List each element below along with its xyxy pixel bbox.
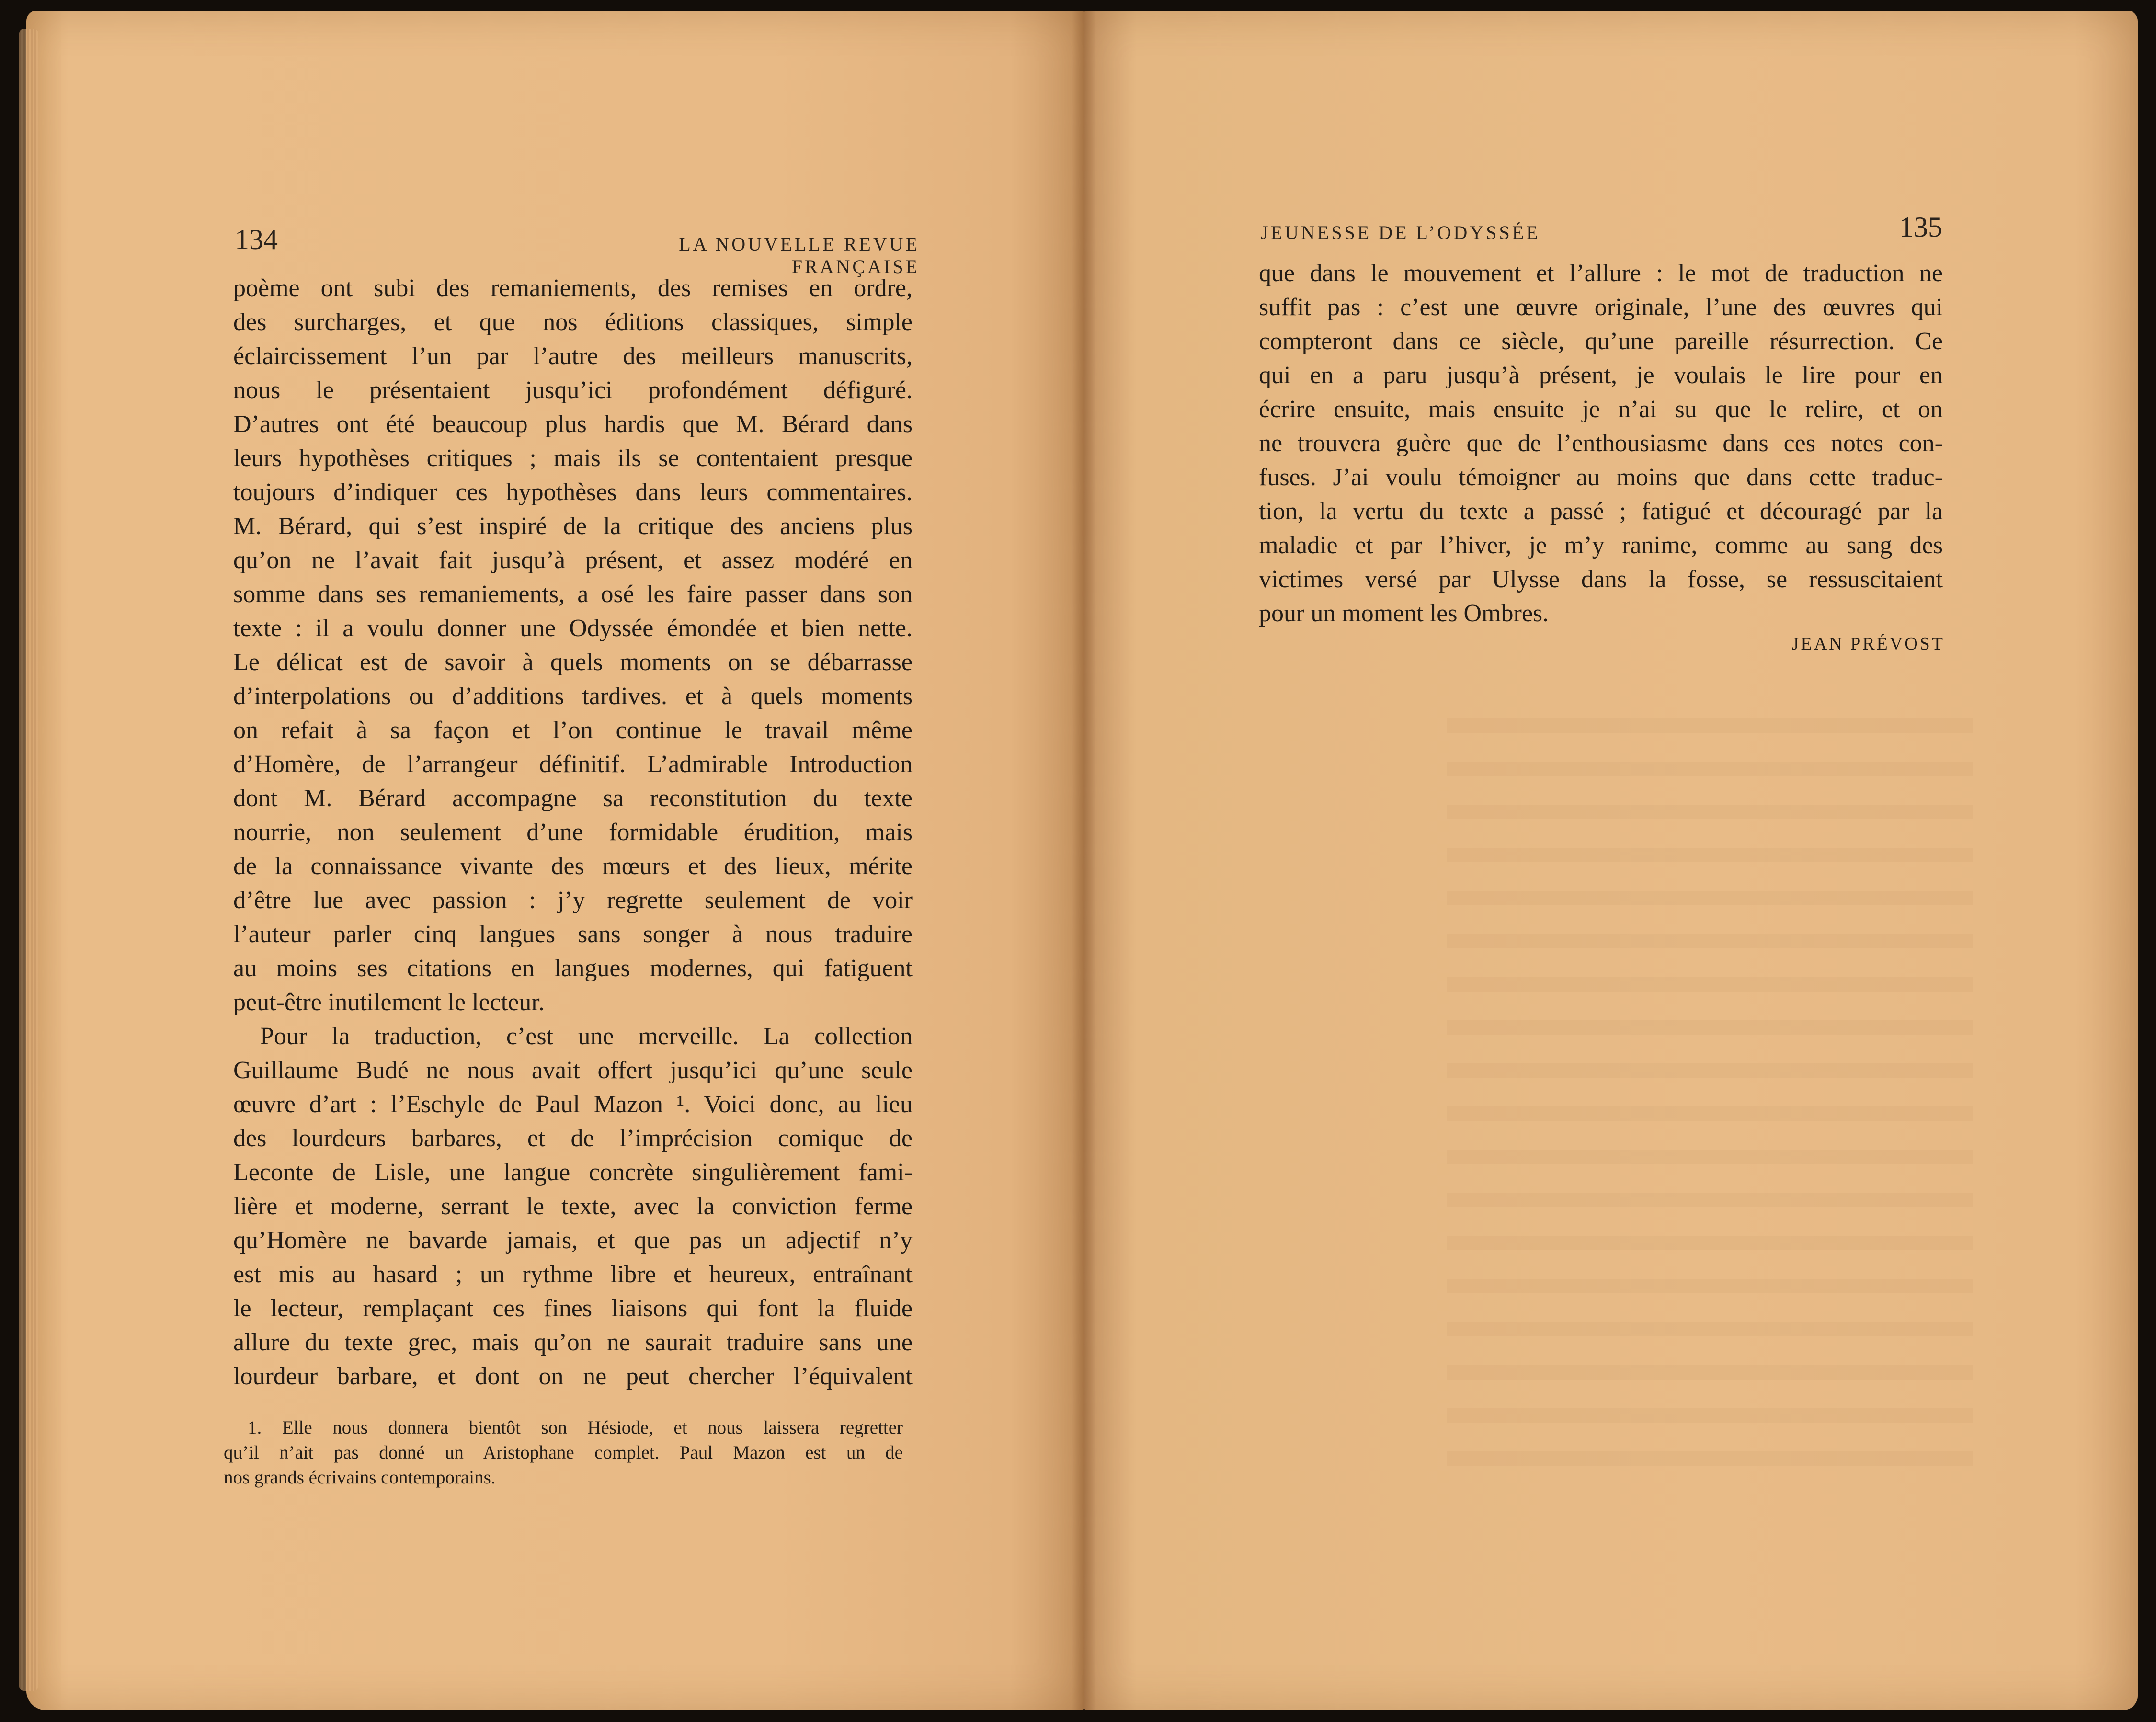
- text-line: Leconte de Lisle, une langue concrète singulièrement fami-: [233, 1159, 913, 1186]
- text-line: nourrie, non seulement d’une formidable érudition, mais: [233, 819, 913, 846]
- text-line: lourdeur barbare, et dont on ne peut chercher l’équivalent: [233, 1363, 913, 1390]
- text-line: le lecteur, remplaçant ces fines liaisons qui font la fluide: [233, 1295, 913, 1322]
- text-line: fuses. J’ai voulu témoigner au moins que dans cette traduc-: [1259, 464, 1943, 491]
- show-through-shadow: [1447, 718, 1973, 1485]
- text-line: peut-être inutilement le lecteur.: [233, 989, 545, 1016]
- footnote-line: qu’il n’ait pas donné un Aristophane complet. Paul Mazon est un de: [224, 1442, 903, 1463]
- text-line: qui en a paru jusqu’à présent, je voulais le lire pour en: [1259, 362, 1943, 389]
- text-line: toujours d’indiquer ces hypothèses dans leurs commentaires.: [233, 479, 913, 506]
- text-line: d’interpolations ou d’additions tardives. et à quels moments: [233, 683, 913, 710]
- text-line: ne trouvera guère que de l’enthousiasme dans ces notes con-: [1259, 430, 1943, 457]
- right-body-text: [1259, 256, 1943, 630]
- author-signature: JEAN PRÉVOST: [1791, 634, 1945, 654]
- page-edges: [19, 29, 38, 1691]
- text-line: texte : il a voulu donner une Odyssée émondée et bien nette.: [233, 615, 913, 642]
- text-line: qu’Homère ne bavarde jamais, et que pas un adjectif n’y: [233, 1227, 913, 1254]
- text-line: D’autres ont été beaucoup plus hardis que M. Bérard dans: [233, 411, 913, 438]
- text-line: pour un moment les Ombres.: [1259, 600, 1549, 627]
- text-line: Pour la traduction, c’est une merveille. La collection: [260, 1023, 913, 1050]
- book-gutter: [1072, 11, 1096, 1710]
- text-line: suffit pas : c’est une œuvre originale, l’une des œuvres qui: [1259, 294, 1943, 321]
- text-line: œuvre d’art : l’Eschyle de Paul Mazon ¹. Voici donc, au lieu: [233, 1091, 913, 1118]
- text-line: Guillaume Budé ne nous avait offert jusqu’ici qu’une seule: [233, 1057, 913, 1084]
- text-line: Le délicat est de savoir à quels moments on se débarrasse: [233, 649, 913, 676]
- page-number-left: 134: [235, 224, 278, 255]
- text-line: maladie et par l’hiver, je m’y ranime, comme au sang des: [1259, 532, 1943, 559]
- running-head-left: LA NOUVELLE REVUE FRANÇAISE: [679, 233, 920, 277]
- text-line: dont M. Bérard accompagne sa reconstitution du texte: [233, 785, 913, 812]
- text-line: poème ont subi des remaniements, des remises en ordre,: [233, 274, 913, 302]
- text-line: victimes versé par Ulysse dans la fosse, se ressuscitaient: [1259, 566, 1943, 593]
- left-body-text: [233, 271, 913, 1393]
- text-line: l’auteur parler cinq langues sans songer à nous traduire: [233, 921, 913, 948]
- text-line: compteront dans ce siècle, qu’une pareille résurrection. Ce: [1259, 328, 1943, 355]
- footnote-line: nos grands écrivains contemporains.: [224, 1467, 496, 1488]
- text-line: des surcharges, et que nos éditions classiques, simple: [233, 308, 913, 336]
- footnote: [224, 1415, 903, 1490]
- text-line: allure du texte grec, mais qu’on ne saurait traduire sans une: [233, 1329, 913, 1356]
- text-line: d’Homère, de l’arrangeur définitif. L’admirable Introduction: [233, 751, 913, 778]
- text-line: qu’on ne l’avait fait jusqu’à présent, et assez modéré en: [233, 547, 913, 574]
- text-line: somme dans ses remaniements, a osé les faire passer dans son: [233, 581, 913, 608]
- text-line: leurs hypothèses critiques ; mais ils se contentaient presque: [233, 445, 913, 472]
- text-line: lière et moderne, serrant le texte, avec la conviction ferme: [233, 1193, 913, 1220]
- page-number-right: 135: [1899, 211, 1942, 243]
- text-line: d’être lue avec passion : j’y regrette seulement de voir: [233, 887, 913, 914]
- text-line: que dans le mouvement et l’allure : le mot de traduction ne: [1259, 260, 1943, 287]
- text-line: on refait à sa façon et l’on continue le travail même: [233, 717, 913, 744]
- running-head-right: JEUNESSE DE L’ODYSSÉE: [1261, 222, 1540, 243]
- text-line: au moins ses citations en langues modernes, qui fatiguent: [233, 955, 913, 982]
- text-line: nous le présentaient jusqu’ici profondément défiguré.: [233, 376, 913, 404]
- text-line: écrire ensuite, mais ensuite je n’ai su que le relire, et on: [1259, 396, 1943, 423]
- text-line: des lourdeurs barbares, et de l’imprécision comique de: [233, 1125, 913, 1152]
- text-line: est mis au hasard ; un rythme libre et heureux, entraînant: [233, 1261, 913, 1288]
- text-line: M. Bérard, qui s’est inspiré de la critique des anciens plus: [233, 513, 913, 540]
- text-line: de la connaissance vivante des mœurs et des lieux, mérite: [233, 853, 913, 880]
- text-line: tion, la vertu du texte a passé ; fatigué et découragé par la: [1259, 498, 1943, 525]
- text-line: éclaircissement l’un par l’autre des meilleurs manuscrits,: [233, 342, 913, 370]
- footnote-line: 1. Elle nous donnera bientôt son Hésiode, et nous laissera regretter: [248, 1417, 903, 1438]
